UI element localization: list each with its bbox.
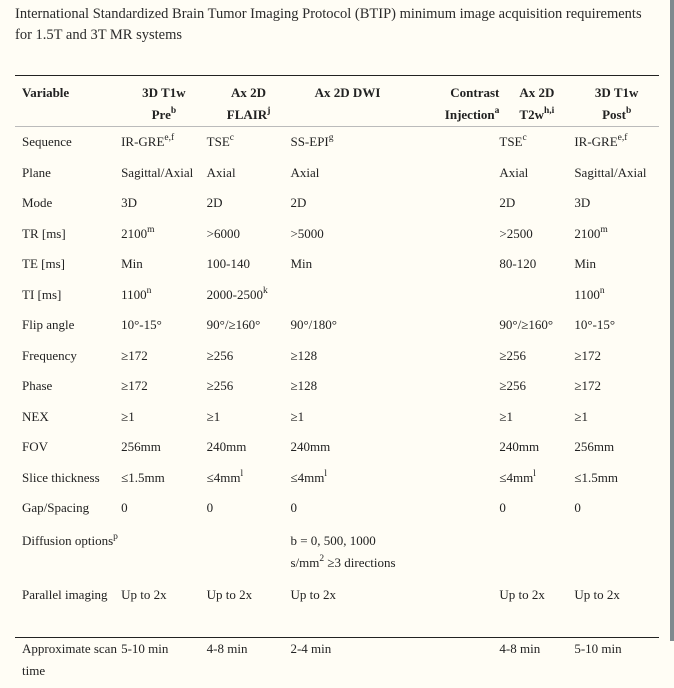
table-cell [405,190,500,221]
table-row [15,526,659,580]
column-header [121,78,207,127]
table-cell: ≤1.5mm [121,469,165,485]
footnote-marker: l [533,468,536,479]
table-cell: 0 [574,500,581,515]
table-cell: 0 [206,500,214,515]
table-cell [405,404,500,435]
table-cell: ≥128 [290,378,318,393]
column-header [405,78,500,127]
column-header [207,78,291,127]
table-cell: 0 [121,500,128,515]
table-cell [405,127,500,160]
table-body [15,127,659,688]
table-cell: ≥256 [206,378,234,393]
table-cell [405,634,500,688]
table-row [15,465,659,496]
table-cell: 90°/180° [290,317,337,332]
table-cell: 240mm [290,439,331,454]
table-cell: ≥1 [121,408,135,424]
footnote-marker: b [170,106,177,116]
table-cell: Up to 2x [121,586,167,602]
table-cell [405,434,500,465]
table-cell: 1100$^n$ [574,285,605,302]
table-cell: 0 [290,500,297,515]
table-cell: 5-10 min [574,640,622,656]
table-cell [405,282,500,313]
footnote-marker: 2 [319,553,325,564]
row-label: Plane [22,164,51,180]
footnote-marker: l [324,468,327,479]
footnote-marker: c [229,133,235,143]
table-cell: 240mm [499,439,540,454]
row-label: Slice thickness [22,469,100,485]
table-row [15,343,659,374]
table-cell [405,251,500,282]
table-cell: IR-GRE$^{e,f}$ [121,133,175,149]
row-label: FOV [22,439,49,454]
table-cell [574,526,659,580]
row-label: Frequency [22,347,77,363]
table-cell: ≥172 [574,347,601,363]
table-cell: Up to 2x [290,586,336,602]
column-header-line: FLAIR$^j$ [226,106,271,122]
table-cell: ≥172 [121,347,148,363]
table-cell: ≥172 [121,378,148,393]
table-cell: 2000-2500$^k$ [206,285,268,302]
footnote-marker: l [240,468,244,479]
column-header-line: 3D T1w [142,85,186,100]
table-cell: SS-EPI$^g$ [290,133,334,149]
table-row [15,312,659,343]
table-cell: 10°-15° [574,317,616,332]
column-header [15,78,121,127]
table-row [15,251,659,282]
table-row [15,190,659,221]
table-cell: 90°/≥160° [206,317,261,332]
table-cell: >6000 [206,225,241,241]
table-cell: Sagittal/Axial [574,164,647,180]
column-header-line: Variable [22,85,70,100]
table-cell [405,343,500,374]
table-cell [121,526,207,580]
footnote-marker: e,f [164,133,175,143]
footnote-marker: k [263,285,268,296]
table-cell: Axial [206,164,236,180]
table-row [15,373,659,404]
table-cell: ≥1 [499,408,514,424]
row-label: Phase [22,378,53,393]
column-header-line: Ax 2D [231,85,267,100]
table-cell: Up to 2x [499,586,545,602]
table-cell: 2D [499,195,516,210]
table-cell: 256mm [121,439,161,454]
column-header-line: Injection$^a$ [444,106,500,122]
table-cell: 4-8 min [499,640,541,656]
table-cell: 5-10 min [121,640,169,656]
table-cell: ≥256 [499,378,527,393]
row-label: Parallel imaging [22,586,108,602]
table-cell: ≥1 [574,408,588,424]
column-header-line: Ax 2D [519,85,555,100]
column-header-line: 3D T1w [594,85,639,100]
row-label: Diffusion options$^p$ [22,531,118,548]
table-cell: ≥128 [290,347,318,363]
column-header-line: Pre$^b$ [151,106,177,122]
table-cell [405,580,500,634]
table-cell: 3D [574,195,591,210]
footnote-marker: n [599,285,605,296]
table-cell: Min [290,256,313,271]
column-header [499,78,574,127]
column-header-line: Ax 2D DWI [314,85,381,100]
table-cell [499,282,574,313]
table-row [15,434,659,465]
table-cell: 10°-15° [121,317,162,332]
footnote-marker: j [267,106,271,116]
table-bottom-rule [15,637,659,638]
table-cell: Min [121,256,143,271]
table-cell: 256mm [574,439,615,454]
table-row [15,580,659,634]
table-row [15,160,659,191]
table-cell [405,373,500,404]
row-label: TR [ms] [22,225,66,241]
table-cell: TSE$^c$ [499,133,527,149]
table-cell: Up to 2x [574,586,620,602]
footnote-marker: c [522,133,527,143]
table-cell: 2100$^m$ [574,224,608,241]
table-cell: ≥1 [206,408,221,424]
table-cell: Axial [290,164,320,180]
table-cell: Min [574,256,596,271]
column-header-line: Contrast [450,85,500,100]
row-label: TE [ms] [22,256,65,271]
table-cell: ≤1.5mm [574,469,618,485]
table-cell [405,312,500,343]
table-row [15,634,659,688]
footnote-marker: b [625,106,632,116]
table-cell: Sagittal/Axial [121,164,194,180]
footnote-marker: a [494,106,500,116]
table-cell: $\le 4mm^l$ [206,468,244,485]
page-right-border [670,0,674,641]
table-cell: Axial [499,164,529,180]
footnote-marker: m [600,224,608,235]
footnote-marker: p [113,531,118,542]
table-cell: ≥172 [574,378,601,393]
table-cell: 240mm [206,439,247,454]
table-cell: $\le 4mm^l$ [290,468,327,485]
table-cell: 1100$^n$ [121,285,152,302]
column-header-line: Post$^b$ [602,106,632,122]
column-header-line: $T2w^{h,i}$ [519,106,555,122]
table-cell [499,526,574,580]
footnote-marker: e,f [617,133,628,143]
table-cell: b = 0, 500, 1000 $s/mm^2 \ge 3$ directions [290,532,396,570]
table-cell [405,495,500,526]
table-cell [405,465,500,496]
table-cell: TSE$^c$ [206,133,235,149]
table-cell: 100-140 [206,256,251,271]
table-cell [405,526,500,580]
row-label: TI [ms] [22,286,62,302]
footnote-marker: m [147,224,155,235]
footnote-marker: h,i [543,106,555,116]
table-top-rule [15,75,659,76]
table-cell: 2D [290,195,307,210]
footnote-marker: g [328,133,334,143]
row-label: Sequence [22,134,72,149]
table-cell [290,282,404,313]
table-cell: >5000 [290,225,324,241]
table-header-row [15,78,659,127]
table-cell: 0 [499,500,506,515]
row-label: Gap/Spacing [22,500,90,515]
table-cell: ≥256 [206,347,234,363]
row-label: Flip angle [22,317,75,332]
table-row [15,282,659,313]
table-cell: >2500 [499,225,533,241]
table-cell: 4-8 min [206,640,248,656]
table-cell: 90°/≥160° [499,317,554,332]
table-row [15,127,659,160]
footnote-marker: n [146,285,152,296]
table-cell [405,221,500,252]
table-cell: 2D [206,195,223,210]
table-cell [207,526,291,580]
table-cell: 3D [121,195,137,210]
table-cell: Up to 2x [206,586,253,602]
table-cell: $\le 4mm^l$ [499,468,536,485]
row-label: Approximate scan time [22,640,117,678]
table-cell [405,160,500,191]
column-header [574,78,659,127]
table-row [15,404,659,435]
table-caption: International Standardized Brain Tumor Imaging Protocol (BTIP) minimum image acquisition requirements for 1.5T and 3T MR systems [15,6,642,43]
table-cell: 2100$^m$ [121,224,155,241]
table-cell: ≥256 [499,347,527,363]
table-cell: 80-120 [499,256,537,271]
row-label: Mode [22,195,53,210]
table-cell: ≥1 [290,408,305,424]
table-row [15,495,659,526]
table-cell: 2-4 min [290,640,332,656]
row-label: NEX [22,408,49,424]
protocol-table [15,78,659,688]
table-row [15,221,659,252]
table-cell: IR-GRE$^{e,f}$ [574,133,628,149]
column-header [290,78,404,127]
